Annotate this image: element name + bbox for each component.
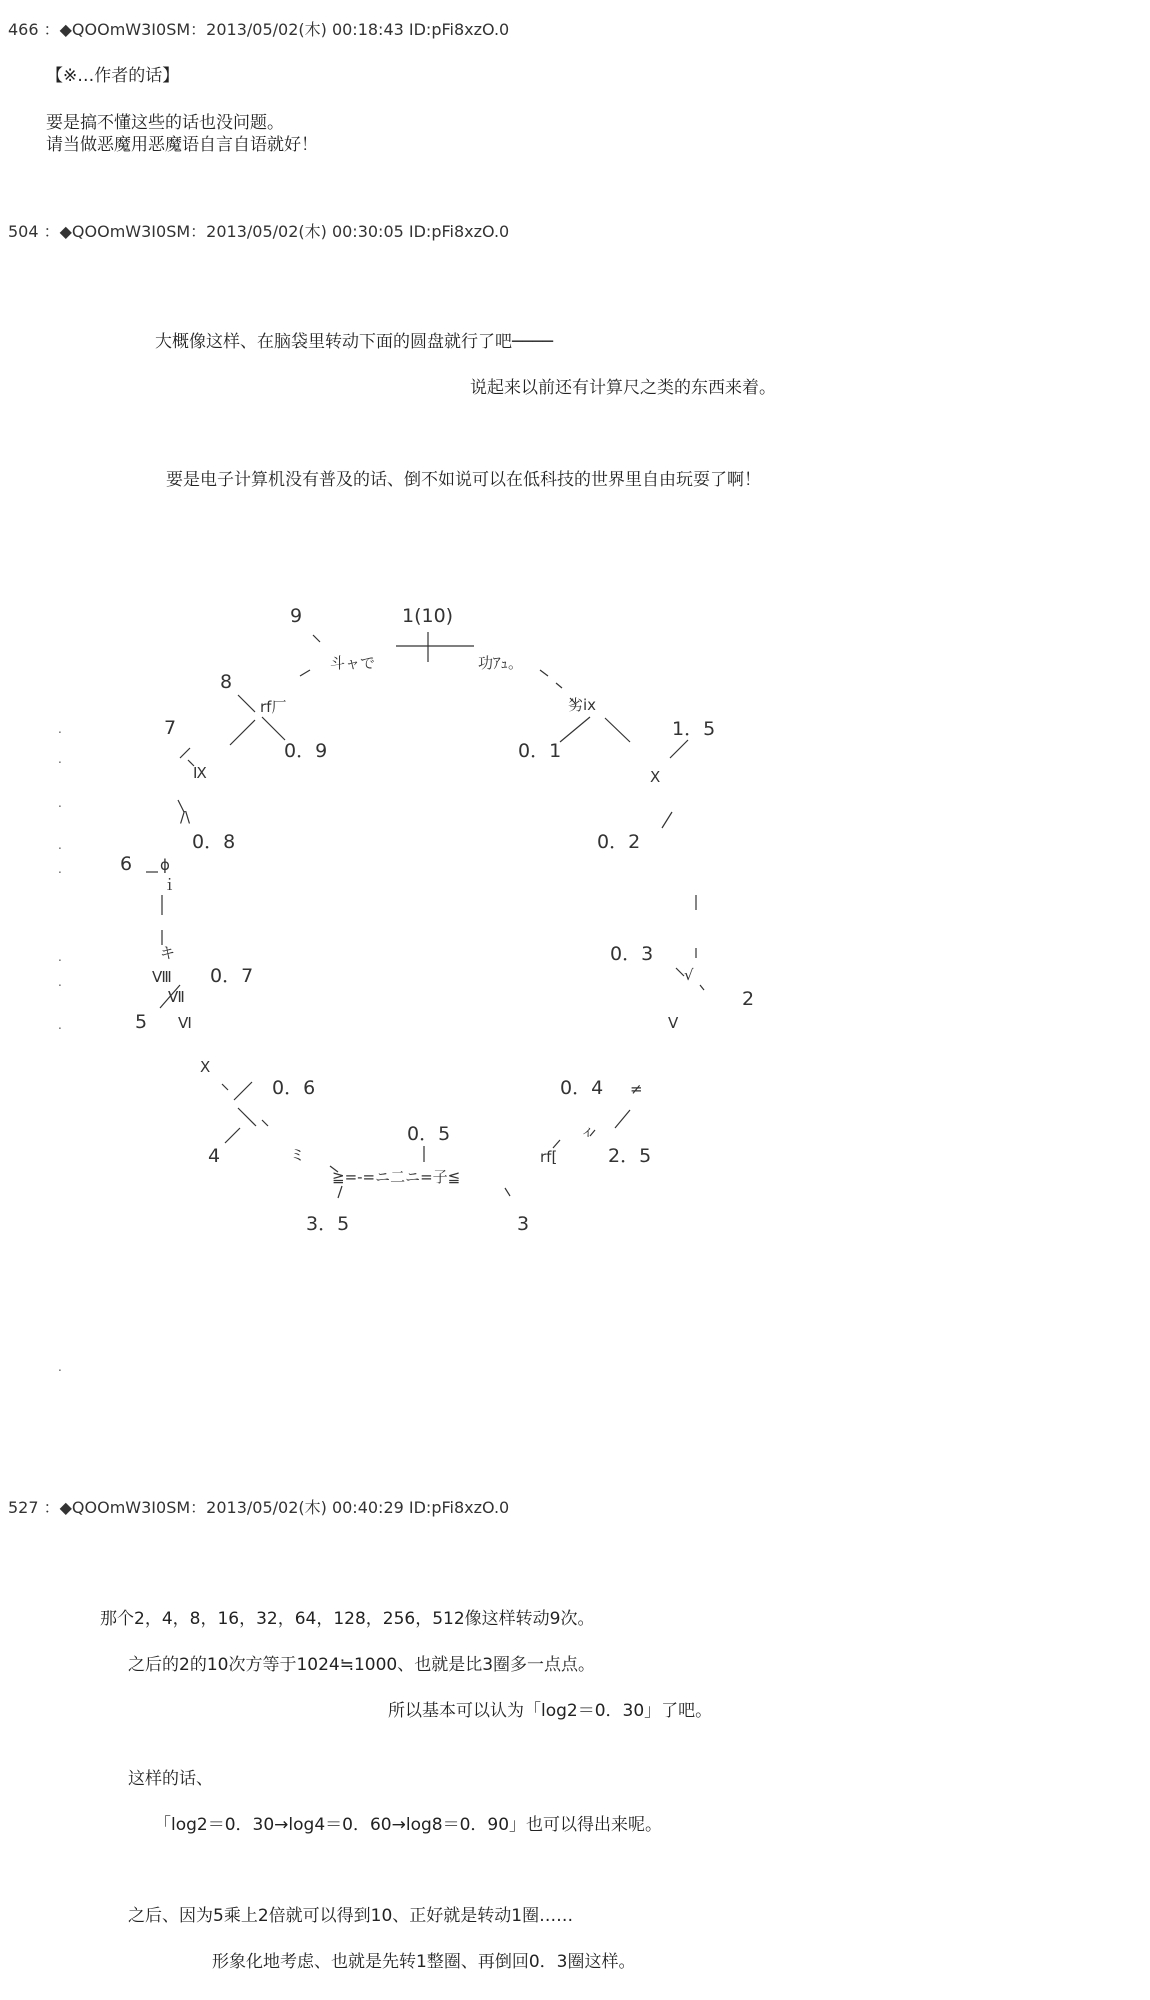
- aa-top-left-fragment: 斗ャで: [330, 654, 376, 672]
- post-header: 504 ：◆QOOmW3I0SM：2013/05/02(木) 00:30:05 ID:pFi8xzO.0: [8, 222, 510, 241]
- aa-x-left-mid: X: [200, 1058, 211, 1076]
- post-text-line: 大概像这样、在脑袋里转动下面的圆盘就行了吧────: [155, 332, 553, 352]
- post-text-line: 【※…作者的话】: [46, 66, 180, 86]
- dial-inner-0-4: 0．4: [560, 1077, 604, 1099]
- post-text-line: 之后、因为5乘上2倍就可以得到10、正好就是转动1圈……: [128, 1906, 574, 1926]
- dial-label-4: 4: [208, 1145, 221, 1167]
- aa-roman-7-left: Ⅶ: [168, 988, 185, 1006]
- aa-phi: ϕ: [160, 856, 170, 874]
- aa-roman-9-left: Ⅸ: [193, 764, 207, 782]
- margin-dot: .: [58, 950, 62, 964]
- post-text-line: 形象化地考虑、也就是先转1整圈、再倒回0．3圈这样。: [212, 1952, 636, 1972]
- aa-top-right-fragment: 功ｱｭ。: [478, 654, 524, 672]
- aa-left-fragment: rf厂: [260, 698, 287, 716]
- post-text-line: 要是搞不懂这些的话也没问题。: [46, 113, 284, 133]
- aa-root: √: [684, 966, 694, 984]
- aa-neq: ≠: [630, 1080, 643, 1098]
- dial-inner-0-2: 0．2: [597, 831, 641, 853]
- margin-dot: .: [58, 752, 62, 766]
- post-text-line: 所以基本可以认为「log2＝0．30」了吧。: [388, 1701, 713, 1721]
- dial-inner-0-7: 0．7: [210, 965, 254, 987]
- dial-inner-0-3: 0．3: [610, 943, 654, 965]
- post-header: 527 ：◆QOOmW3I0SM：2013/05/02(木) 00:40:29 ID:pFi8xzO.0: [8, 1498, 510, 1517]
- dial-label-9: 9: [290, 605, 303, 627]
- margin-dot: .: [58, 1018, 62, 1032]
- margin-dot: .: [58, 862, 62, 876]
- dial-label-7: 7: [164, 717, 177, 739]
- dial-inner-0-9: 0．9: [284, 740, 328, 762]
- post-text-line: 这样的话、: [128, 1769, 213, 1789]
- dial-label-2-5: 2．5: [608, 1145, 652, 1167]
- margin-dot: .: [58, 796, 62, 810]
- post-text-line: 那个2，4，8，16，32，64，128，256，512像这样转动9次。: [100, 1609, 595, 1629]
- post-text-line: 说起来以前还有计算尺之类的东西来着。: [470, 378, 776, 398]
- dial-inner-0-5: 0．5: [407, 1123, 451, 1145]
- aa-mi: ミ: [290, 1146, 306, 1164]
- aa-roman-6-left: Ⅵ: [178, 1014, 192, 1032]
- dial-label-3: 3: [517, 1213, 530, 1235]
- dial-strokes: [146, 632, 704, 1198]
- aa-i-small: ィ: [580, 1122, 596, 1140]
- post-header: 466 ：◆QOOmW3I0SM：2013/05/02(木) 00:18:43 ID:pFi8xzO.0: [8, 20, 510, 39]
- dial-inner-0-6: 0．6: [272, 1077, 316, 1099]
- dial-label-8: 8: [220, 671, 233, 693]
- dial-inner-0-8: 0．8: [192, 831, 236, 853]
- aa-bottom-right-fragment: rf[: [540, 1148, 558, 1166]
- dial-label-1-5: 1．5: [672, 718, 716, 740]
- dial-label-2: 2: [742, 988, 755, 1010]
- dial-label-1-10: 1(10): [402, 605, 454, 627]
- aa-slash-backslash: /\: [180, 808, 191, 826]
- aa-bottom-fragment: ≧=-=ニ二ニ=子≦: [332, 1168, 461, 1186]
- post-text-line: 请当做恶魔用恶魔语自言自语就好！: [46, 135, 318, 155]
- margin-dot: .: [58, 838, 62, 852]
- post-text-line: 要是电子计算机没有普及的话、倒不如说可以在低科技的世界里自由玩耍了啊！: [166, 470, 761, 490]
- aa-roman-5-right: Ⅴ: [668, 1014, 679, 1032]
- dial-label-3-5: 3．5: [306, 1213, 350, 1235]
- post-text-line: 之后的2的10次方等于1024≒1000、也就是比3圈多一点点。: [128, 1655, 596, 1675]
- aa-right-fragment: 劣ix: [568, 696, 597, 714]
- dial-label-6: 6: [120, 853, 133, 875]
- aa-i-left: ｉ: [162, 876, 178, 894]
- aa-roman-10-right: Ⅹ: [650, 768, 661, 786]
- aa-roman-8-left: Ⅷ: [152, 968, 172, 986]
- margin-dot: .: [58, 1360, 62, 1374]
- aa-ki-left: キ: [160, 944, 176, 962]
- dial-label-5: 5: [135, 1011, 148, 1033]
- margin-dot: .: [58, 722, 62, 736]
- dial-inner-0-1: 0．1: [518, 740, 562, 762]
- post-text-line: 「log2＝0．30→log4＝0．60→log8＝0．90」也可以得出来呢。: [154, 1815, 663, 1835]
- margin-dot: .: [58, 975, 62, 989]
